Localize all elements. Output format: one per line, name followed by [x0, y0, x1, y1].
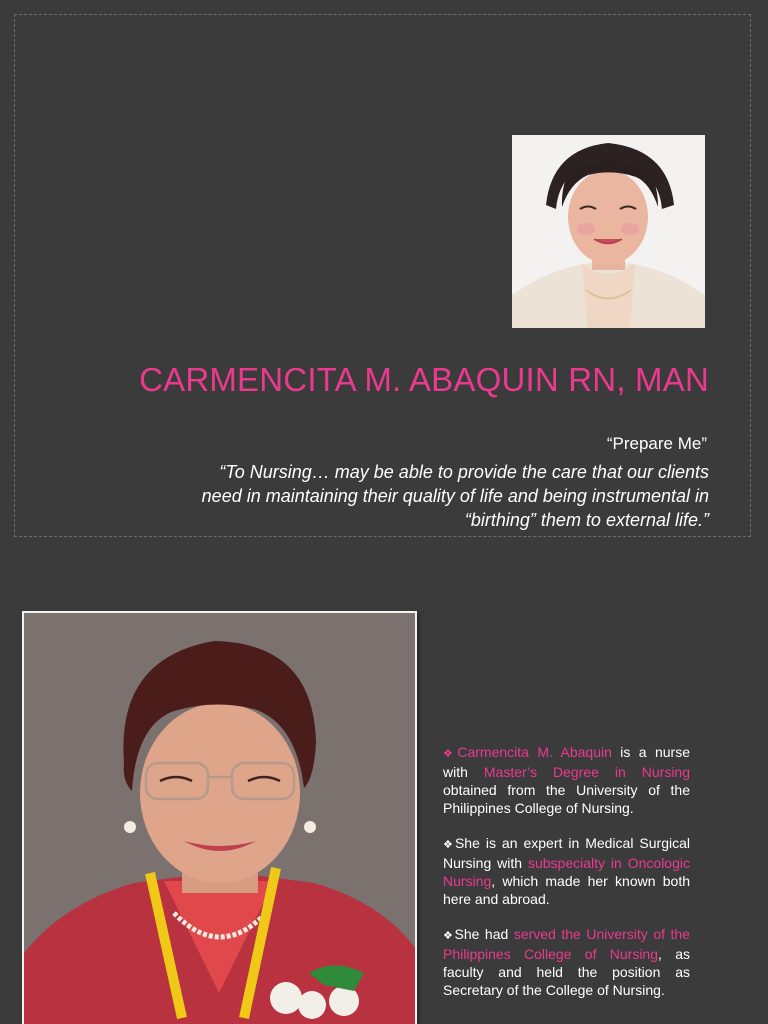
bio-text-segment: She had: [454, 926, 514, 942]
bio-text-segment: is a nurse with: [443, 744, 690, 780]
bio-text-segment: obtained from the University of the Philippines College of Nursing.: [443, 782, 690, 816]
nursing-quote: “To Nursing… may be able to provide the care that our clients need in maintaining their quality of life and being instrumental in “birthing” them to external life.”: [201, 462, 709, 530]
portrait-photo-large: [22, 611, 417, 1024]
bio-text-segment: , which made her known both here and abroad.: [443, 873, 690, 907]
subtitle: “Prepare Me”: [606, 434, 707, 453]
portrait-illustration-large: [24, 613, 417, 1024]
bio-highlight-service: served the University of the Philippines College of Nursing: [443, 926, 690, 962]
title-slide: [14, 14, 751, 537]
bio-text: [443, 743, 690, 1016]
diamond-bullet-icon: ❖: [443, 838, 455, 851]
bio-highlight-specialty: subspecialty in Oncologic Nursing: [443, 855, 690, 889]
bio-bullet-3: [443, 925, 690, 999]
portrait-illustration: [512, 135, 705, 328]
portrait-photo-small: [512, 135, 705, 328]
bio-bullet-2: [443, 834, 690, 908]
speaker-name: CARMENCITA M. ABAQUIN RN, MAN: [139, 361, 709, 398]
bio-highlight-name: Carmencita M. Abaquin: [457, 744, 612, 760]
diamond-bullet-icon: ❖: [443, 929, 455, 942]
bio-highlight-degree: Master’s Degree in Nursing: [483, 764, 690, 780]
bio-text-segment: , as faculty and held the position as Secretary of the College of Nursing.: [443, 946, 690, 998]
bio-text-segment: She is an expert in Medical Surgical Nursing with: [443, 835, 690, 871]
bio-bullet-1: [443, 743, 690, 817]
diamond-bullet-icon: ❖: [443, 747, 458, 760]
